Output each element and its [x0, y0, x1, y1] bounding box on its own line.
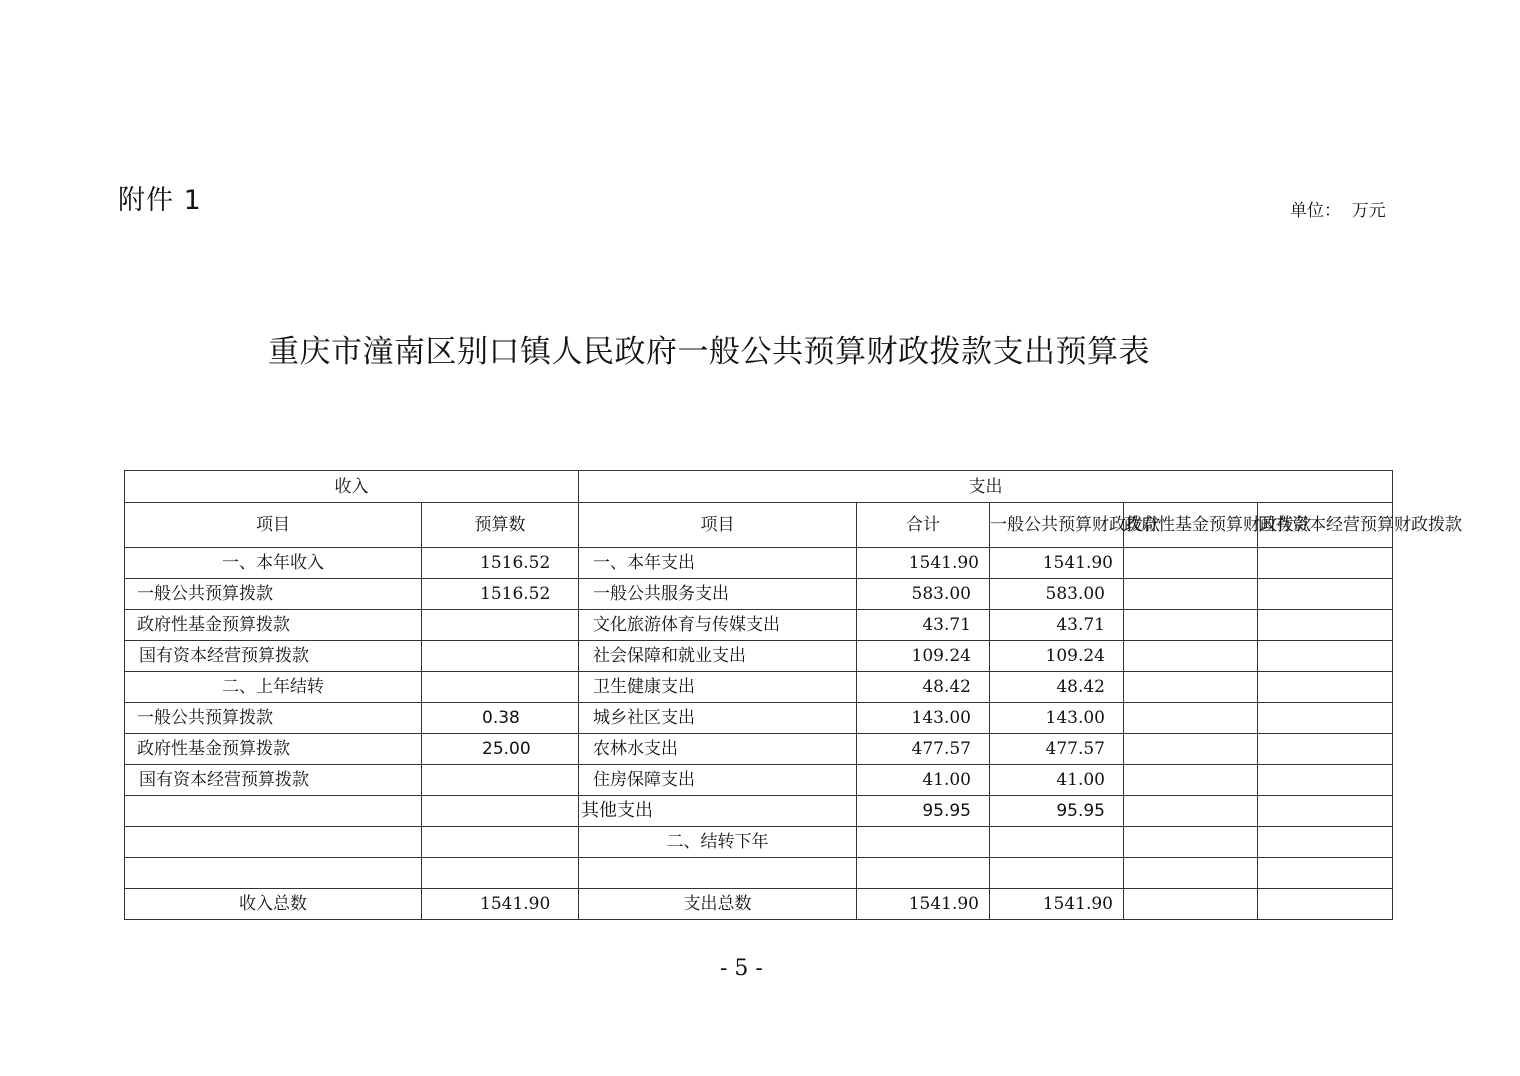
expense-state-capital	[1258, 889, 1393, 920]
income-budget	[422, 796, 579, 827]
table-row	[125, 734, 1393, 765]
expense-state-capital	[1258, 579, 1393, 610]
expense-gov-fund	[1124, 610, 1258, 641]
income-item	[125, 827, 422, 858]
attachment-label: 附件 1	[118, 185, 202, 216]
expense-general: 48.42	[990, 672, 1124, 703]
expense-total: 109.24	[857, 641, 990, 672]
expense-item: 一、本年支出	[579, 548, 857, 579]
col-income-item: 项目	[125, 503, 422, 548]
income-item: 二、上年结转	[125, 672, 422, 703]
income-item: 一般公共预算拨款	[125, 703, 422, 734]
table-row	[125, 703, 1393, 734]
table-row	[125, 548, 1393, 579]
expense-general: 41.00	[990, 765, 1124, 796]
document-title: 重庆市潼南区别口镇人民政府一般公共预算财政拨款支出预算表	[268, 334, 1150, 370]
income-budget	[422, 610, 579, 641]
expense-total: 43.71	[857, 610, 990, 641]
expense-gov-fund	[1124, 579, 1258, 610]
income-total-label: 收入总数	[125, 889, 422, 920]
expense-header: 支出	[579, 471, 1393, 503]
expense-general-total-value: 1541.90	[990, 889, 1124, 920]
col-total: 合计	[857, 503, 990, 548]
col-income-budget: 预算数	[422, 503, 579, 548]
totals-row	[125, 889, 1393, 920]
expense-general	[990, 858, 1124, 889]
income-item: 一、本年收入	[125, 548, 422, 579]
income-item: 国有资本经营预算拨款	[125, 765, 422, 796]
col-gov-fund: 政府性基金预算财政拨款	[1124, 503, 1258, 548]
expense-state-capital	[1258, 703, 1393, 734]
expense-gov-fund	[1124, 641, 1258, 672]
income-total-value: 1541.90	[422, 889, 579, 920]
expense-state-capital	[1258, 827, 1393, 858]
expense-item: 卫生健康支出	[579, 672, 857, 703]
expense-general: 1541.90	[990, 548, 1124, 579]
expense-total-label: 支出总数	[579, 889, 857, 920]
income-item: 国有资本经营预算拨款	[125, 641, 422, 672]
income-item: 一般公共预算拨款	[125, 579, 422, 610]
expense-total	[857, 858, 990, 889]
expense-total: 1541.90	[857, 548, 990, 579]
expense-gov-fund	[1124, 672, 1258, 703]
income-item: 政府性基金预算拨款	[125, 610, 422, 641]
table-row	[125, 610, 1393, 641]
table-row	[125, 827, 1393, 858]
expense-gov-fund	[1124, 889, 1258, 920]
expense-item: 二、结转下年	[579, 827, 857, 858]
col-expense-item: 项目	[579, 503, 857, 548]
expense-total: 95.95	[857, 796, 990, 827]
expense-general: 143.00	[990, 703, 1124, 734]
income-budget	[422, 672, 579, 703]
expense-total: 477.57	[857, 734, 990, 765]
expense-item: 城乡社区支出	[579, 703, 857, 734]
column-header-row	[125, 503, 1393, 548]
expense-item: 文化旅游体育与传媒支出	[579, 610, 857, 641]
expense-general: 43.71	[990, 610, 1124, 641]
section-header-row	[125, 471, 1393, 503]
expense-total	[857, 827, 990, 858]
expense-gov-fund	[1124, 703, 1258, 734]
expense-state-capital	[1258, 672, 1393, 703]
expense-general: 477.57	[990, 734, 1124, 765]
expense-gov-fund	[1124, 858, 1258, 889]
table-row	[125, 765, 1393, 796]
expense-total: 48.42	[857, 672, 990, 703]
col-state-capital: 国有资本经营预算财政拨款	[1258, 503, 1393, 548]
income-budget: 1516.52	[422, 579, 579, 610]
expense-general: 583.00	[990, 579, 1124, 610]
income-budget: 1516.52	[422, 548, 579, 579]
income-item: 政府性基金预算拨款	[125, 734, 422, 765]
unit-label: 单位： 万元	[1290, 201, 1386, 221]
income-budget	[422, 827, 579, 858]
table-row	[125, 641, 1393, 672]
expense-item: 农林水支出	[579, 734, 857, 765]
expense-gov-fund	[1124, 734, 1258, 765]
budget-table	[124, 470, 1462, 920]
expense-gov-fund	[1124, 548, 1258, 579]
income-item	[125, 796, 422, 827]
income-budget	[422, 641, 579, 672]
expense-state-capital	[1258, 548, 1393, 579]
table-row	[125, 579, 1393, 610]
income-budget	[422, 765, 579, 796]
expense-total: 143.00	[857, 703, 990, 734]
expense-state-capital	[1258, 641, 1393, 672]
expense-state-capital	[1258, 858, 1393, 889]
table-row	[125, 796, 1393, 827]
expense-total: 583.00	[857, 579, 990, 610]
expense-general: 95.95	[990, 796, 1124, 827]
col-general-budget: 一般公共预算财政拨款	[990, 503, 1124, 548]
expense-state-capital	[1258, 796, 1393, 827]
expense-item	[579, 858, 857, 889]
expense-state-capital	[1258, 765, 1393, 796]
expense-item: 住房保障支出	[579, 765, 857, 796]
expense-item: 社会保障和就业支出	[579, 641, 857, 672]
income-header: 收入	[125, 471, 579, 503]
table-row	[125, 858, 1393, 889]
expense-item: 其他支出	[579, 796, 857, 827]
income-budget	[422, 858, 579, 889]
expense-total: 41.00	[857, 765, 990, 796]
expense-total-value: 1541.90	[857, 889, 990, 920]
expense-gov-fund	[1124, 827, 1258, 858]
table-row	[125, 672, 1393, 703]
expense-item: 一般公共服务支出	[579, 579, 857, 610]
expense-gov-fund	[1124, 765, 1258, 796]
expense-state-capital	[1258, 734, 1393, 765]
page-number: - 5 -	[720, 956, 763, 981]
income-budget: 25.00	[422, 734, 579, 765]
income-budget: 0.38	[422, 703, 579, 734]
expense-state-capital	[1258, 610, 1393, 641]
income-item	[125, 858, 422, 889]
expense-gov-fund	[1124, 796, 1258, 827]
expense-general	[990, 827, 1124, 858]
expense-general: 109.24	[990, 641, 1124, 672]
